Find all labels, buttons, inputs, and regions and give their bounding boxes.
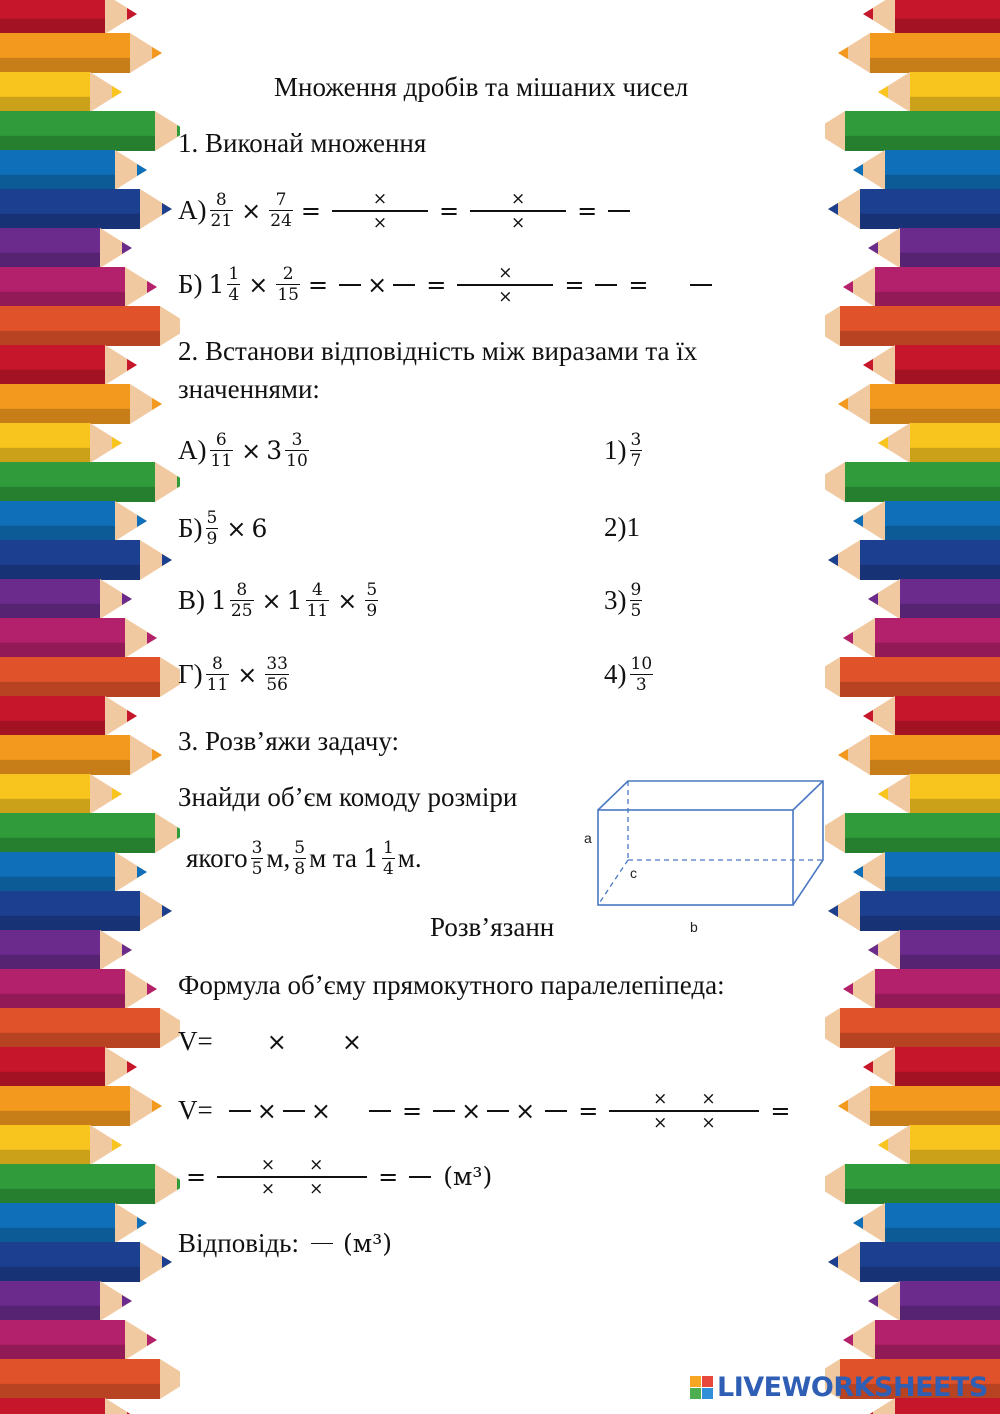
pencil: [868, 930, 1000, 970]
task2-item-g: Г) $\frac{8}{11}$ × $\frac{33}{56}$: [178, 654, 288, 696]
answer-fraction[interactable]: × ×: [332, 188, 428, 234]
pencil: [853, 1203, 1000, 1243]
pencil: [853, 501, 1000, 541]
pencil: [0, 1164, 180, 1204]
pencil: [0, 189, 172, 229]
task3-line2: якого $\frac{3}{5}$ м, $\frac{5}{8}$ м та 1 $\frac{1}{4}$ м.: [186, 838, 422, 880]
pencil: [0, 306, 180, 346]
pencil: [0, 1086, 162, 1126]
pencil: [0, 501, 147, 541]
pencil: [0, 852, 147, 892]
formula-label: Формула об’єму прямокутного паралелепіпеда:: [178, 970, 725, 1000]
pencil: [825, 462, 1000, 502]
pencil: [868, 228, 1000, 268]
pencil: [0, 1281, 132, 1321]
pencil: [868, 1281, 1000, 1321]
box-diagram: [578, 775, 838, 940]
pencil: [838, 33, 1000, 73]
answer-blank[interactable]: [690, 284, 712, 286]
pencil: [0, 1125, 122, 1165]
pencil: [0, 0, 137, 34]
solution-label: Розв’язанн: [430, 912, 555, 942]
pencil: [838, 384, 1000, 424]
answer-blank[interactable]: [393, 284, 415, 286]
worksheet: [178, 0, 838, 1414]
answer-blank[interactable]: [608, 210, 630, 212]
task1-b: Б) 1 $\frac{1}{4}$ × $\frac{2}{15}$ = × = × × = =: [178, 262, 718, 308]
answer-blank[interactable]: [311, 1243, 333, 1245]
pencil: [0, 1242, 172, 1282]
pencil: [828, 540, 1000, 580]
liveworksheets-logo: LIVEWORKSHEETS: [690, 1372, 988, 1403]
pencil: [878, 72, 1000, 112]
pencil: [0, 579, 132, 619]
label-a: a: [584, 830, 592, 846]
pencil: [0, 384, 162, 424]
task2-item-a: А) $\frac{6}{11}$ × 3 $\frac{3}{10}$: [178, 430, 308, 472]
pencil-border-right: [825, 0, 1000, 1414]
pencil: [825, 1164, 1000, 1204]
pencil: [0, 423, 122, 463]
pencil: [0, 1359, 180, 1399]
pencil: [0, 150, 147, 190]
answer-blank[interactable]: [409, 1176, 431, 1178]
answer-fraction[interactable]: × × × ×: [609, 1088, 759, 1134]
task2-item-b: Б) $\frac{5}{9}$ × 6: [178, 508, 268, 550]
pencil: [0, 891, 172, 931]
pencil: [0, 540, 172, 580]
pencil: [0, 735, 162, 775]
pencil: [825, 1008, 1000, 1048]
pencil: [878, 774, 1000, 814]
pencil: [0, 930, 132, 970]
task2-value-2: 2)1: [604, 512, 640, 542]
pencil: [853, 852, 1000, 892]
pencil: [863, 345, 1000, 385]
pencil: [0, 345, 137, 385]
pencil: [0, 696, 137, 736]
formula-line: V= × ×: [178, 1026, 362, 1056]
answer-blank[interactable]: [369, 1110, 391, 1112]
calc-line-2: = × × × × = (м³): [186, 1155, 493, 1199]
pencil: [0, 657, 180, 697]
pencil: [878, 423, 1000, 463]
pencil: [868, 579, 1000, 619]
pencil: [825, 111, 1000, 151]
answer-blank[interactable]: [283, 1110, 305, 1112]
pencil: [0, 1203, 147, 1243]
pencil: [828, 1242, 1000, 1282]
pencil: [0, 72, 122, 112]
task2-heading-2: значеннями:: [178, 374, 320, 404]
pencil: [0, 462, 180, 502]
pencil: [863, 1047, 1000, 1087]
answer-blank[interactable]: [229, 1110, 251, 1112]
task2-value-1: 1) $\frac{3}{7}$: [604, 430, 642, 472]
task1-a: А) $\frac{8}{21}$ × $\frac{7}{24}$ = × × = × × =: [178, 188, 636, 234]
pencil: [843, 969, 1000, 1009]
answer-blank[interactable]: [487, 1110, 509, 1112]
pencil: [0, 774, 122, 814]
pencil: [0, 111, 180, 151]
pencil: [853, 150, 1000, 190]
pencil: [878, 1125, 1000, 1165]
pencil: [0, 1398, 137, 1414]
answer-line: Відповідь: (м³): [178, 1228, 392, 1258]
pencil-border-left: [0, 0, 180, 1414]
pencil: [0, 1008, 180, 1048]
label-c: c: [630, 865, 637, 881]
answer-blank[interactable]: [595, 284, 617, 286]
pencil: [828, 891, 1000, 931]
pencil: [863, 696, 1000, 736]
task2-value-3: 3) $\frac{9}{5}$: [604, 580, 642, 622]
answer-fraction[interactable]: × ×: [457, 262, 553, 308]
pencil: [0, 1047, 137, 1087]
pencil: [838, 735, 1000, 775]
answer-blank[interactable]: [339, 284, 361, 286]
task3-heading: 3. Розв’яжи задачу:: [178, 726, 400, 756]
pencil: [828, 189, 1000, 229]
calc-line-1: V= × × = × × = × × × × =: [178, 1089, 791, 1133]
pencil: [825, 657, 1000, 697]
task2-value-4: 4) $\frac{10}{3}$: [604, 654, 653, 696]
task1-heading: 1. Виконай множення: [178, 128, 427, 158]
pencil: [0, 618, 157, 658]
answer-fraction[interactable]: × ×: [470, 188, 566, 234]
pencil: [825, 813, 1000, 853]
pencil: [0, 267, 157, 307]
task2-heading: 2. Встанови відповідність між виразами та їх: [178, 336, 698, 366]
pencil: [0, 33, 162, 73]
task2-item-v: В) 1 $\frac{8}{25}$ × 1 $\frac{4}{11}$ × $\frac{5}{9}$: [178, 580, 378, 622]
pencil: [0, 228, 132, 268]
pencil: [843, 1320, 1000, 1360]
answer-blank[interactable]: [433, 1110, 455, 1112]
task3-line1: Знайди об’єм комоду розміри: [178, 782, 518, 812]
logo-icon: [690, 1376, 713, 1399]
answer-fraction[interactable]: × × × ×: [217, 1154, 367, 1200]
pencil: [0, 969, 157, 1009]
pencil: [843, 618, 1000, 658]
label-b: b: [690, 919, 698, 935]
page-title: Множення дробів та мішаних чисел: [274, 72, 689, 102]
pencil: [838, 1086, 1000, 1126]
answer-blank[interactable]: [545, 1110, 567, 1112]
pencil: [0, 813, 180, 853]
pencil: [825, 306, 1000, 346]
pencil: [843, 267, 1000, 307]
pencil: [863, 0, 1000, 34]
pencil: [0, 1320, 157, 1360]
